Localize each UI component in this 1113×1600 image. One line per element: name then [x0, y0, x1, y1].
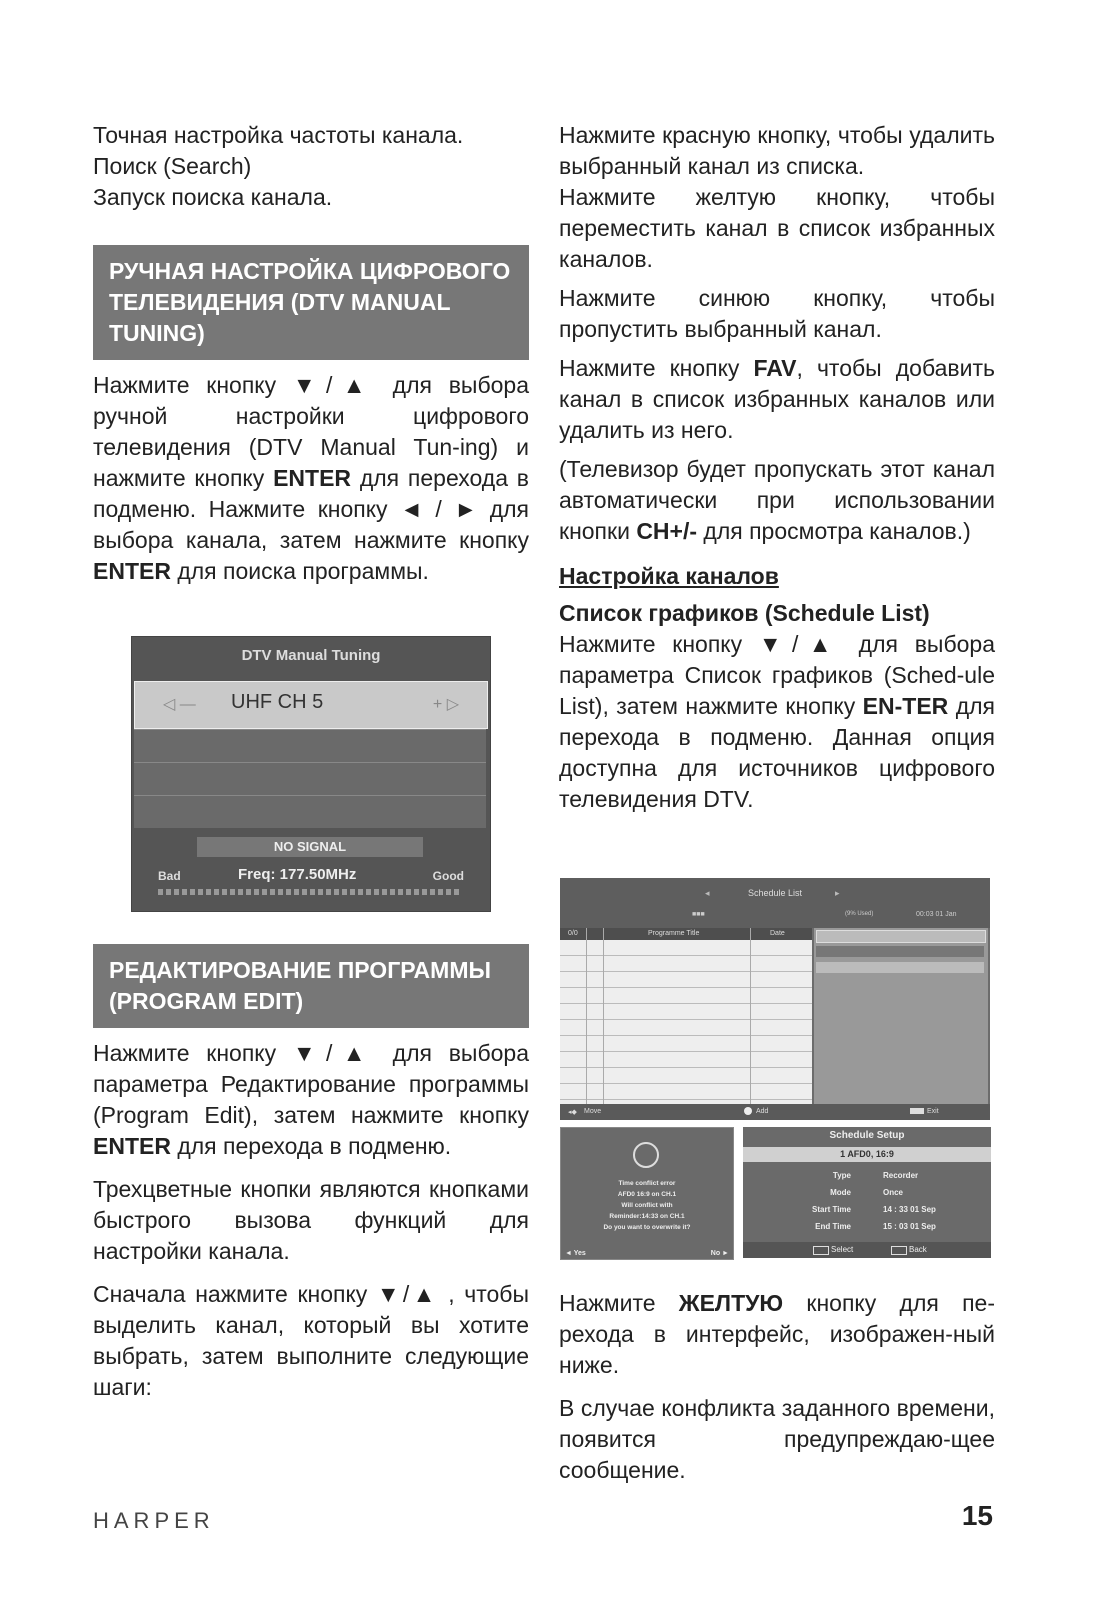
column-divider	[586, 928, 587, 1104]
good-label: Good	[432, 869, 464, 883]
right-column-lower	[559, 1288, 995, 1494]
decrease-arrow-icon[interactable]: ◁ —	[163, 696, 196, 713]
intro-line-2: Поиск (Search)	[93, 153, 252, 179]
menu-key-icon	[910, 1108, 924, 1114]
harper-logo: HARPER	[93, 1508, 215, 1533]
right-column	[559, 120, 995, 823]
conflict-warning-note: В случае конфликта заданного времени, появится предупреждаю-щее сообщение.	[559, 1395, 995, 1483]
text: Нажмите	[559, 1290, 656, 1316]
row-key: Type	[832, 1171, 851, 1180]
select-label[interactable]: Select	[831, 1245, 854, 1254]
section-heading-dtv-manual-tuning: РУЧНАЯ НАСТРОЙКА ЦИФРОВОГО ТЕЛЕВИДЕНИЯ (DTV MANUAL TUNING)	[93, 245, 529, 360]
back-label[interactable]: Back	[909, 1245, 927, 1254]
enter-key-label: ENTER	[273, 465, 352, 491]
row-key: Mode	[830, 1188, 851, 1197]
selected-program[interactable]: 1 AFD0, 16:9	[743, 1147, 991, 1162]
conflict-line: Do you want to overwrite it?	[603, 1224, 691, 1231]
schedule-list-header	[560, 878, 990, 928]
schedule-table-body[interactable]	[560, 940, 812, 1104]
skip-note	[559, 454, 995, 547]
schedule-setup-footer	[743, 1242, 991, 1258]
row-value: 15 : 03 01 Sep	[883, 1222, 936, 1231]
dtv-manual-tuning-screen	[131, 636, 491, 912]
enter-key-label: ENTER	[93, 1133, 171, 1159]
row-key: Start Time	[812, 1205, 851, 1214]
text: для перехода в подменю.	[177, 1133, 452, 1159]
text: для перехода в подменю. Данная опция доступна для источников цифрового телевидения DTV.	[559, 693, 996, 812]
intro-line-1: Точная настройка частоты канала.	[93, 122, 464, 148]
storage-icon: ■■■	[692, 911, 705, 918]
program-edit-instructions	[93, 1038, 529, 1162]
schedule-list-screen	[560, 878, 990, 1120]
text: (Телевизор будет пропускать этот канал автоматически при использовании кнопки	[559, 456, 995, 544]
select-channel-note: Сначала нажмите кнопку ▼/▲ , чтобы выделить канал, который вы хотите выбрать, затем выполните следующие шаги:	[93, 1281, 529, 1400]
side-row	[816, 962, 984, 973]
col-programme-title: Programme Title	[648, 930, 700, 937]
exit-label[interactable]: Exit	[927, 1108, 939, 1115]
text: Нажмите кнопку ▼/▲ для выбора параметра Редактирование программы (Program Edit), затем нажмите кнопку	[93, 1040, 529, 1128]
alarm-clock-icon	[633, 1142, 659, 1168]
subsection-title-schedule-list: Список графиков (Schedule List)	[559, 600, 930, 626]
conflict-line: AFD0 16:9 on CH.1	[617, 1191, 677, 1198]
time-conflict-dialog	[560, 1127, 734, 1260]
channel-selector-row[interactable]	[134, 681, 488, 729]
increase-arrow-icon[interactable]: + ▷	[432, 696, 459, 713]
blue-button-note: Нажмите синюю кнопку, чтобы пропустить выбранный канал.	[559, 285, 995, 342]
conflict-message	[561, 1178, 733, 1233]
row-value: Once	[883, 1188, 904, 1197]
text: Нажмите кнопку ▼/▲ для выбора параметра Список графиков (Sched-ule List), затем нажмите кнопку	[559, 631, 995, 719]
conflict-line: Reminder:14:33 on CH.1	[609, 1213, 685, 1220]
schedule-side-panel	[814, 928, 988, 1104]
text: , чтобы добавить канал в список избранных каналов или удалить из него.	[559, 355, 995, 443]
empty-row	[134, 795, 486, 828]
yellow-key-label: ЖЕЛТУЮ	[678, 1290, 784, 1316]
empty-row	[134, 762, 486, 795]
no-signal-label: NO SIGNAL	[197, 837, 423, 857]
yes-button[interactable]: ◄ Yes	[565, 1250, 586, 1257]
ch-key-label: CH+/-	[636, 518, 698, 544]
text: кнопку для пе-рехода в интерфейс, изображен-ный ниже.	[559, 1290, 996, 1378]
move-icon: ◂◆	[568, 1109, 577, 1116]
column-divider	[750, 928, 751, 1104]
fav-key-label: FAV	[753, 355, 797, 381]
schedule-table-header	[560, 928, 812, 940]
text: Нажмите кнопку	[559, 355, 740, 381]
empty-row	[134, 729, 486, 762]
text: для просмотра каналов.)	[703, 518, 971, 544]
signal-strength-bar	[158, 889, 462, 895]
text: Нажмите кнопку ▼/▲ для выбора ручной настройки цифрового телевидения (DTV Manual Tun-ing) и нажмите кнопку	[93, 372, 529, 491]
side-row	[816, 946, 984, 957]
yellow-button-interface-note	[559, 1288, 995, 1381]
no-button[interactable]: No ►	[710, 1250, 729, 1257]
text: для перехода в подменю. Нажмите кнопку ◄ / ► для выбора канала, затем нажмите кнопку	[93, 465, 530, 553]
left-column-lower	[93, 944, 529, 1411]
col-index: 0/0	[568, 930, 578, 937]
yellow-button-note: Нажмите желтую кнопку, чтобы переместить канал в список избранных каналов.	[559, 184, 995, 272]
conflict-line: Time conflict error	[618, 1180, 676, 1187]
section-heading-program-edit: РЕДАКТИРОВАНИЕ ПРОГРАММЫ (PROGRAM EDIT)	[93, 944, 529, 1028]
schedule-setup-screen	[743, 1127, 991, 1258]
schedule-list-footer	[560, 1104, 990, 1120]
schedule-list-title: Schedule List	[747, 888, 803, 898]
bad-label: Bad	[158, 869, 181, 883]
enter-key-label: ENTER	[93, 558, 171, 584]
dtv-instructions	[93, 370, 529, 587]
schedule-setup-title: Schedule Setup	[829, 1130, 905, 1141]
left-arrow-icon[interactable]: ◂	[705, 888, 710, 898]
row-key: End Time	[815, 1222, 851, 1231]
used-percentage: (9% Used)	[845, 911, 874, 917]
row-value: Recorder	[883, 1171, 919, 1180]
red-button-note: Нажмите красную кнопку, чтобы удалить выбранный канал из списка.	[559, 122, 995, 179]
frequency-readout: Freq: 177.50MHz	[238, 866, 357, 883]
channel-value: UHF CH 5	[231, 691, 324, 713]
dtv-title: DTV Manual Tuning	[241, 647, 381, 664]
add-label[interactable]: Add	[756, 1108, 769, 1115]
text: для поиска программы.	[177, 558, 429, 584]
col-date: Date	[770, 930, 785, 937]
side-row	[816, 930, 986, 943]
color-buttons-note: Трехцветные кнопки являются кнопками быстрого вызова функций для настройки канала.	[93, 1176, 529, 1264]
conflict-line: Will conflict with	[621, 1202, 673, 1209]
move-label: Move	[584, 1108, 602, 1115]
date-time: 00:03 01 Jan	[916, 911, 957, 918]
intro-line-3: Запуск поиска канала.	[93, 184, 333, 210]
schedule-list-instructions	[559, 629, 995, 815]
fav-button-note	[559, 353, 995, 446]
column-divider	[603, 928, 604, 1104]
left-column	[93, 120, 529, 595]
ok-key-icon	[813, 1246, 829, 1255]
right-arrow-icon[interactable]: ▸	[835, 888, 840, 898]
yellow-button-icon	[744, 1107, 752, 1115]
section-title-channel-setup: Настройка каналов	[559, 563, 779, 589]
page-number: 15	[961, 1500, 993, 1531]
menu-key-icon	[891, 1246, 907, 1255]
enter-key-label: EN-TER	[862, 693, 949, 719]
row-value: 14 : 33 01 Sep	[883, 1205, 936, 1214]
